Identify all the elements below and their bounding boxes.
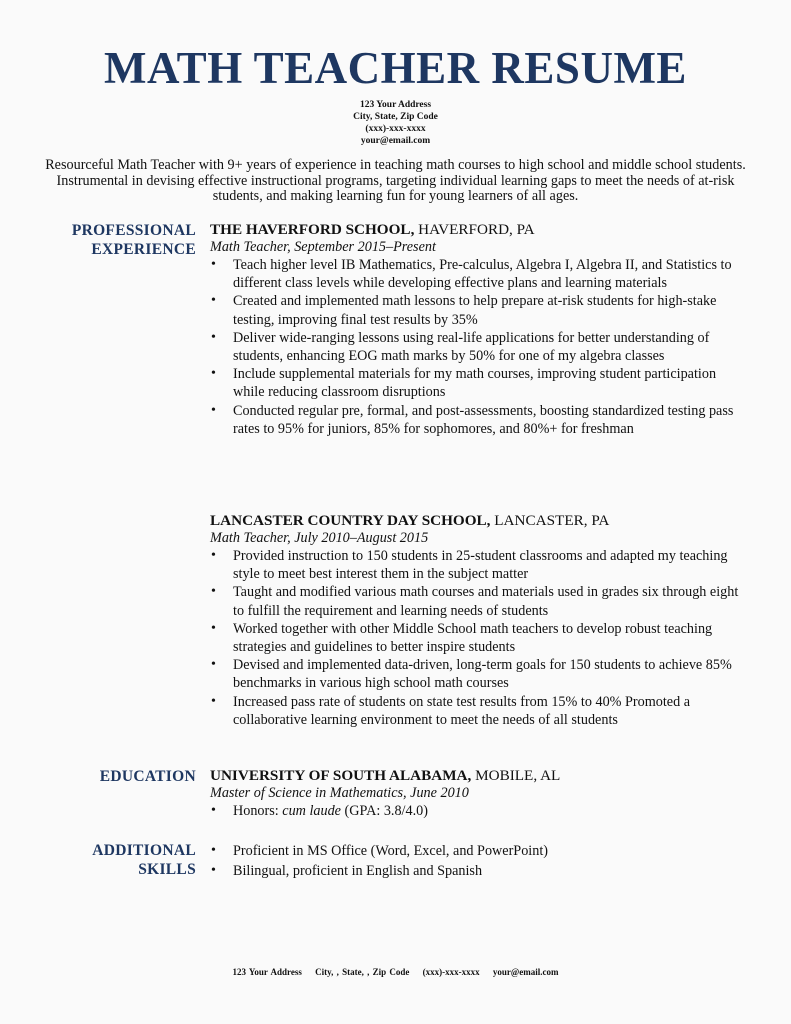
footer-contact	[0, 967, 791, 977]
job-role: Math Teacher, September 2015–Present	[210, 239, 436, 255]
bullet-icon: •	[211, 366, 216, 382]
list-item	[210, 256, 750, 292]
contact-address: 123 Your Address	[359, 100, 432, 110]
employer-line	[210, 511, 750, 530]
bullet-text: Created and implemented math lessons to help prepare at-risk students for high-stake testing, improving final test results by 35%	[233, 293, 717, 328]
school-line	[210, 766, 750, 785]
honors-italic: cum laude	[282, 803, 341, 819]
skill-text: Bilingual, proficient in English and Spanish	[233, 863, 483, 879]
list-item	[210, 861, 750, 881]
footer-email: your@email.com	[492, 967, 559, 977]
bullet-icon: •	[211, 693, 216, 709]
skill-text: Proficient in MS Office (Word, Excel, and PowerPoint)	[233, 843, 548, 859]
bullet-text: Deliver wide-ranging lessons using real-life applications for better understanding of students, enhancing EOG math marks by 50% for one of my algebra classes	[233, 329, 710, 365]
job-bullets	[210, 547, 750, 729]
skills-heading	[24, 841, 196, 879]
list-item	[210, 841, 750, 861]
education-heading: EDUCATION	[99, 768, 196, 785]
job-entry	[210, 511, 750, 729]
bullet-text: Increased pass rate of students on state test results from 15% to 40% Promoted a collaborative learning environment to meet the needs of all students	[233, 693, 691, 728]
job-bullets	[210, 256, 750, 438]
list-item	[210, 583, 750, 619]
employer-location: LANCASTER, PA	[490, 512, 610, 529]
employer-location: HAVERFORD, PA	[414, 221, 535, 238]
list-item	[210, 693, 750, 729]
experience-heading	[24, 221, 196, 259]
bullet-icon: •	[211, 329, 216, 345]
skills-heading-line1: ADDITIONAL	[92, 842, 196, 859]
skills-bullets	[210, 841, 750, 881]
bullet-text: Include supplemental materials for my math courses, improving student participation while reducing classroom disruptions	[233, 366, 717, 401]
employer-name: LANCASTER COUNTRY DAY SCHOOL,	[210, 512, 491, 529]
bullet-text: Conducted regular pre, formal, and post-assessments, boosting standardized testing pass rates to 95% for juniors, 85% for sophomores, and 80%+ for freshman	[233, 402, 734, 437]
contact-block	[0, 99, 791, 147]
bullet-icon: •	[211, 657, 216, 673]
resume-title: MATH TEACHER RESUME	[104, 43, 687, 93]
professional-summary: Resourceful Math Teacher with 9+ years of experience in teaching math courses to high school and middle school students. Instrumental in devising effective instructional programs, targeting individual learning gaps to meet the needs of at-risk students, and making learning fun for young learners of all ages.	[45, 157, 746, 204]
bullet-icon: •	[211, 843, 216, 858]
education-entry	[210, 766, 750, 820]
contact-email: your@email.com	[360, 136, 431, 146]
school-location: MOBILE, AL	[471, 767, 561, 784]
honors-prefix: Honors:	[233, 803, 283, 819]
bullet-icon: •	[211, 584, 216, 600]
list-item	[210, 547, 750, 583]
experience-heading-line1: PROFESSIONAL	[71, 222, 196, 239]
bullet-text: Worked together with other Middle School math teachers to develop robust teaching strategies and guidelines to better inspire students	[233, 620, 713, 656]
list-item	[210, 365, 750, 401]
list-item	[210, 620, 750, 656]
bullet-icon: •	[211, 402, 216, 418]
bullet-text: Provided instruction to 150 students in 25-student classrooms and adapted my teaching style to meet best interest them in the subject matter	[233, 548, 728, 583]
education-bullets	[210, 802, 750, 820]
bullet-icon: •	[211, 803, 216, 818]
footer-city: City, , State, , Zip Code	[315, 967, 410, 977]
bullet-icon: •	[211, 257, 216, 272]
footer-address: 123 Your Address	[232, 967, 302, 977]
list-item	[210, 656, 750, 692]
experience-heading-line2: EXPERIENCE	[91, 241, 196, 258]
employer-name: THE HAVERFORD SCHOOL,	[210, 221, 415, 238]
bullet-text: Teach higher level IB Mathematics, Pre-calculus, Algebra I, Algebra II, and Statistics to different class levels while developing effective plans and learning materials	[233, 257, 732, 292]
degree: Master of Science in Mathematics, June 2010	[210, 785, 469, 801]
contact-city: City, State, Zip Code	[353, 112, 438, 122]
list-item	[210, 329, 750, 365]
bullet-text: Taught and modified various math courses and materials used in grades six through eight to fulfill the requirement and learning needs of students	[233, 584, 739, 619]
school-name: UNIVERSITY OF SOUTH ALABAMA,	[210, 767, 472, 784]
footer-phone: (xxx)-xxx-xxxx	[422, 967, 480, 977]
list-item	[210, 292, 750, 328]
list-item	[210, 802, 750, 820]
bullet-text: Devised and implemented data-driven, long-term goals for 150 students to achieve 85% benchmarks in various high school math courses	[233, 657, 732, 692]
bullet-icon: •	[211, 548, 216, 563]
bullet-icon: •	[211, 620, 216, 636]
list-item	[210, 402, 750, 438]
contact-phone: (xxx)-xxx-xxxx	[365, 124, 426, 134]
bullet-icon: •	[211, 863, 216, 878]
bullet-icon: •	[211, 293, 216, 309]
job-role: Math Teacher, July 2010–August 2015	[210, 530, 429, 546]
skills-entry	[210, 841, 750, 881]
honors-suffix: (GPA: 3.8/4.0)	[340, 803, 428, 819]
skills-heading-line2: SKILLS	[138, 861, 196, 878]
job-entry	[210, 220, 750, 438]
employer-line	[210, 220, 750, 239]
